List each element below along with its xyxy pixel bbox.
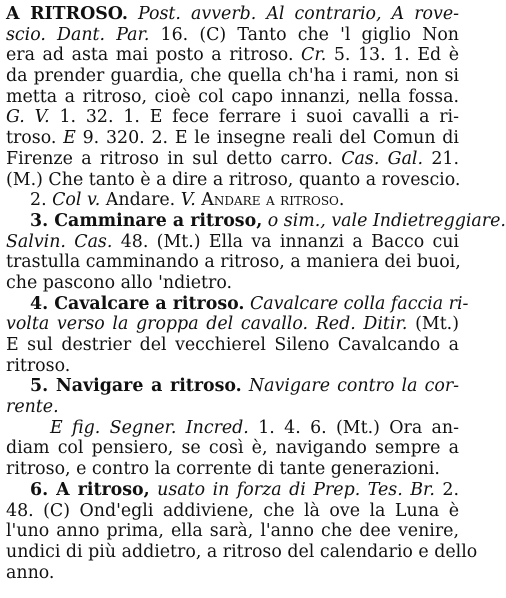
text-segment: Firenze a ritroso in sul detto carro. [6, 148, 342, 169]
text-segment: Col v. [52, 190, 101, 211]
text-line [6, 563, 459, 584]
text-line [6, 521, 459, 542]
text-segment: G. V. [6, 107, 50, 128]
text-segment: volta verso la groppa del cavallo. Red. Ditir. [6, 314, 408, 335]
text-line [6, 66, 459, 87]
text-line [6, 87, 459, 108]
text-segment: metta a ritroso, cioè col capo innanzi, nella fossa. [6, 86, 459, 107]
text-segment: diam col pensiero, se così è, navigando sempre a [6, 438, 459, 459]
text-segment: Salvin. Cas. [6, 231, 113, 252]
text-segment: era ad asta mai posto a ritroso. [6, 45, 302, 66]
text-line [6, 149, 459, 170]
text-segment: 21. [423, 148, 459, 169]
text-line [6, 438, 459, 459]
text-segment: Andare a ritroso. [195, 190, 345, 211]
text-segment: Cr. [301, 45, 327, 66]
text-segment: E fig. Segner. Incred. [50, 417, 249, 438]
text-segment: ritroso, e contro la corrente di tante generazioni. [6, 459, 440, 480]
text-segment: 48. (C) Ond'egli addiviene, che là ove la Luna è [6, 500, 459, 521]
text-segment: 4. Cavalcare a ritroso. [30, 293, 245, 314]
text-segment: 1. 32. 1. E fece ferrare i suoi cavalli a ri- [49, 107, 459, 128]
text-segment: che pascono allo 'ndietro. [6, 272, 233, 293]
text-line [6, 459, 459, 480]
text-line [6, 210, 506, 232]
text-line [6, 480, 459, 501]
text-line [6, 107, 459, 128]
text-line [6, 252, 459, 273]
text-segment: anno. [6, 562, 55, 583]
text-line [6, 4, 459, 25]
text-line [6, 397, 459, 418]
text-segment: Post. avverb. Al contrario, A rove- [127, 4, 459, 24]
text-segment: l'uno anno prima, ella sarà, l'anno che dee venire, [6, 521, 459, 542]
text-segment: (M.) Che tanto è a dire a ritroso, quanto a rovescio. [6, 169, 461, 190]
text-segment: 2. [30, 190, 53, 211]
text-line [6, 232, 459, 253]
text-segment: usato in forza di Prep. Tes. Br. [149, 479, 435, 500]
text-segment: 5. 13. 1. Ed è [326, 45, 459, 66]
text-segment: scio. Dant. Par. [6, 24, 150, 45]
text-line [6, 190, 459, 211]
text-segment: 3. Camminare a ritroso, [30, 210, 263, 231]
text-line [6, 170, 459, 191]
text-segment: troso. [6, 128, 64, 149]
text-line [6, 418, 459, 439]
text-segment: Cavalcare colla faccia ri- [244, 293, 469, 314]
text-segment: da prender guardia, che quella ch'ha i rami, non si [6, 66, 459, 87]
text-segment: Navigare contro la cor- [241, 376, 460, 397]
text-segment: Cas. Gal. [341, 148, 424, 169]
text-line [6, 273, 459, 294]
text-segment: 1. 4. 6. (Mt.) Ora an- [248, 417, 459, 438]
text-line [6, 501, 459, 522]
text-segment: A RITROSO. [6, 4, 128, 24]
text-segment: 16. (C) Tanto che 'l giglio Non [149, 24, 459, 45]
text-segment: 2. [434, 479, 460, 500]
text-line [6, 128, 459, 149]
text-line [6, 293, 469, 315]
text-segment: 48. (Mt.) Ella va innanzi a Bacco cui [112, 231, 459, 252]
text-segment: 6. A ritroso, [30, 479, 150, 500]
text-segment: o sim., vale Indietreggiare. [262, 210, 506, 231]
text-segment: Andare. [100, 190, 181, 211]
text-line [6, 376, 459, 397]
text-line [6, 541, 478, 563]
text-line [6, 356, 459, 377]
text-line [6, 25, 459, 46]
text-segment: (Mt.) [407, 314, 459, 335]
text-segment: rente. [6, 397, 59, 418]
text-line [6, 335, 459, 356]
text-segment: ritroso. [6, 355, 71, 376]
text-line [6, 314, 459, 335]
text-line [6, 45, 459, 66]
text-segment: E sul destrier del vecchierel Sileno Cavalcando a [6, 335, 459, 355]
text-segment: 9. 320. 2. E le insegne reali del Comun di [75, 128, 459, 149]
text-segment: E [63, 128, 76, 149]
text-segment: 5. Navigare a ritroso. [30, 376, 242, 397]
text-segment: undici di più addietro, a ritroso del calendario e dello [6, 541, 478, 562]
text-segment: trastulla camminando a ritroso, a maniera dei buoi, [6, 252, 461, 273]
text-segment: V. [180, 190, 196, 211]
